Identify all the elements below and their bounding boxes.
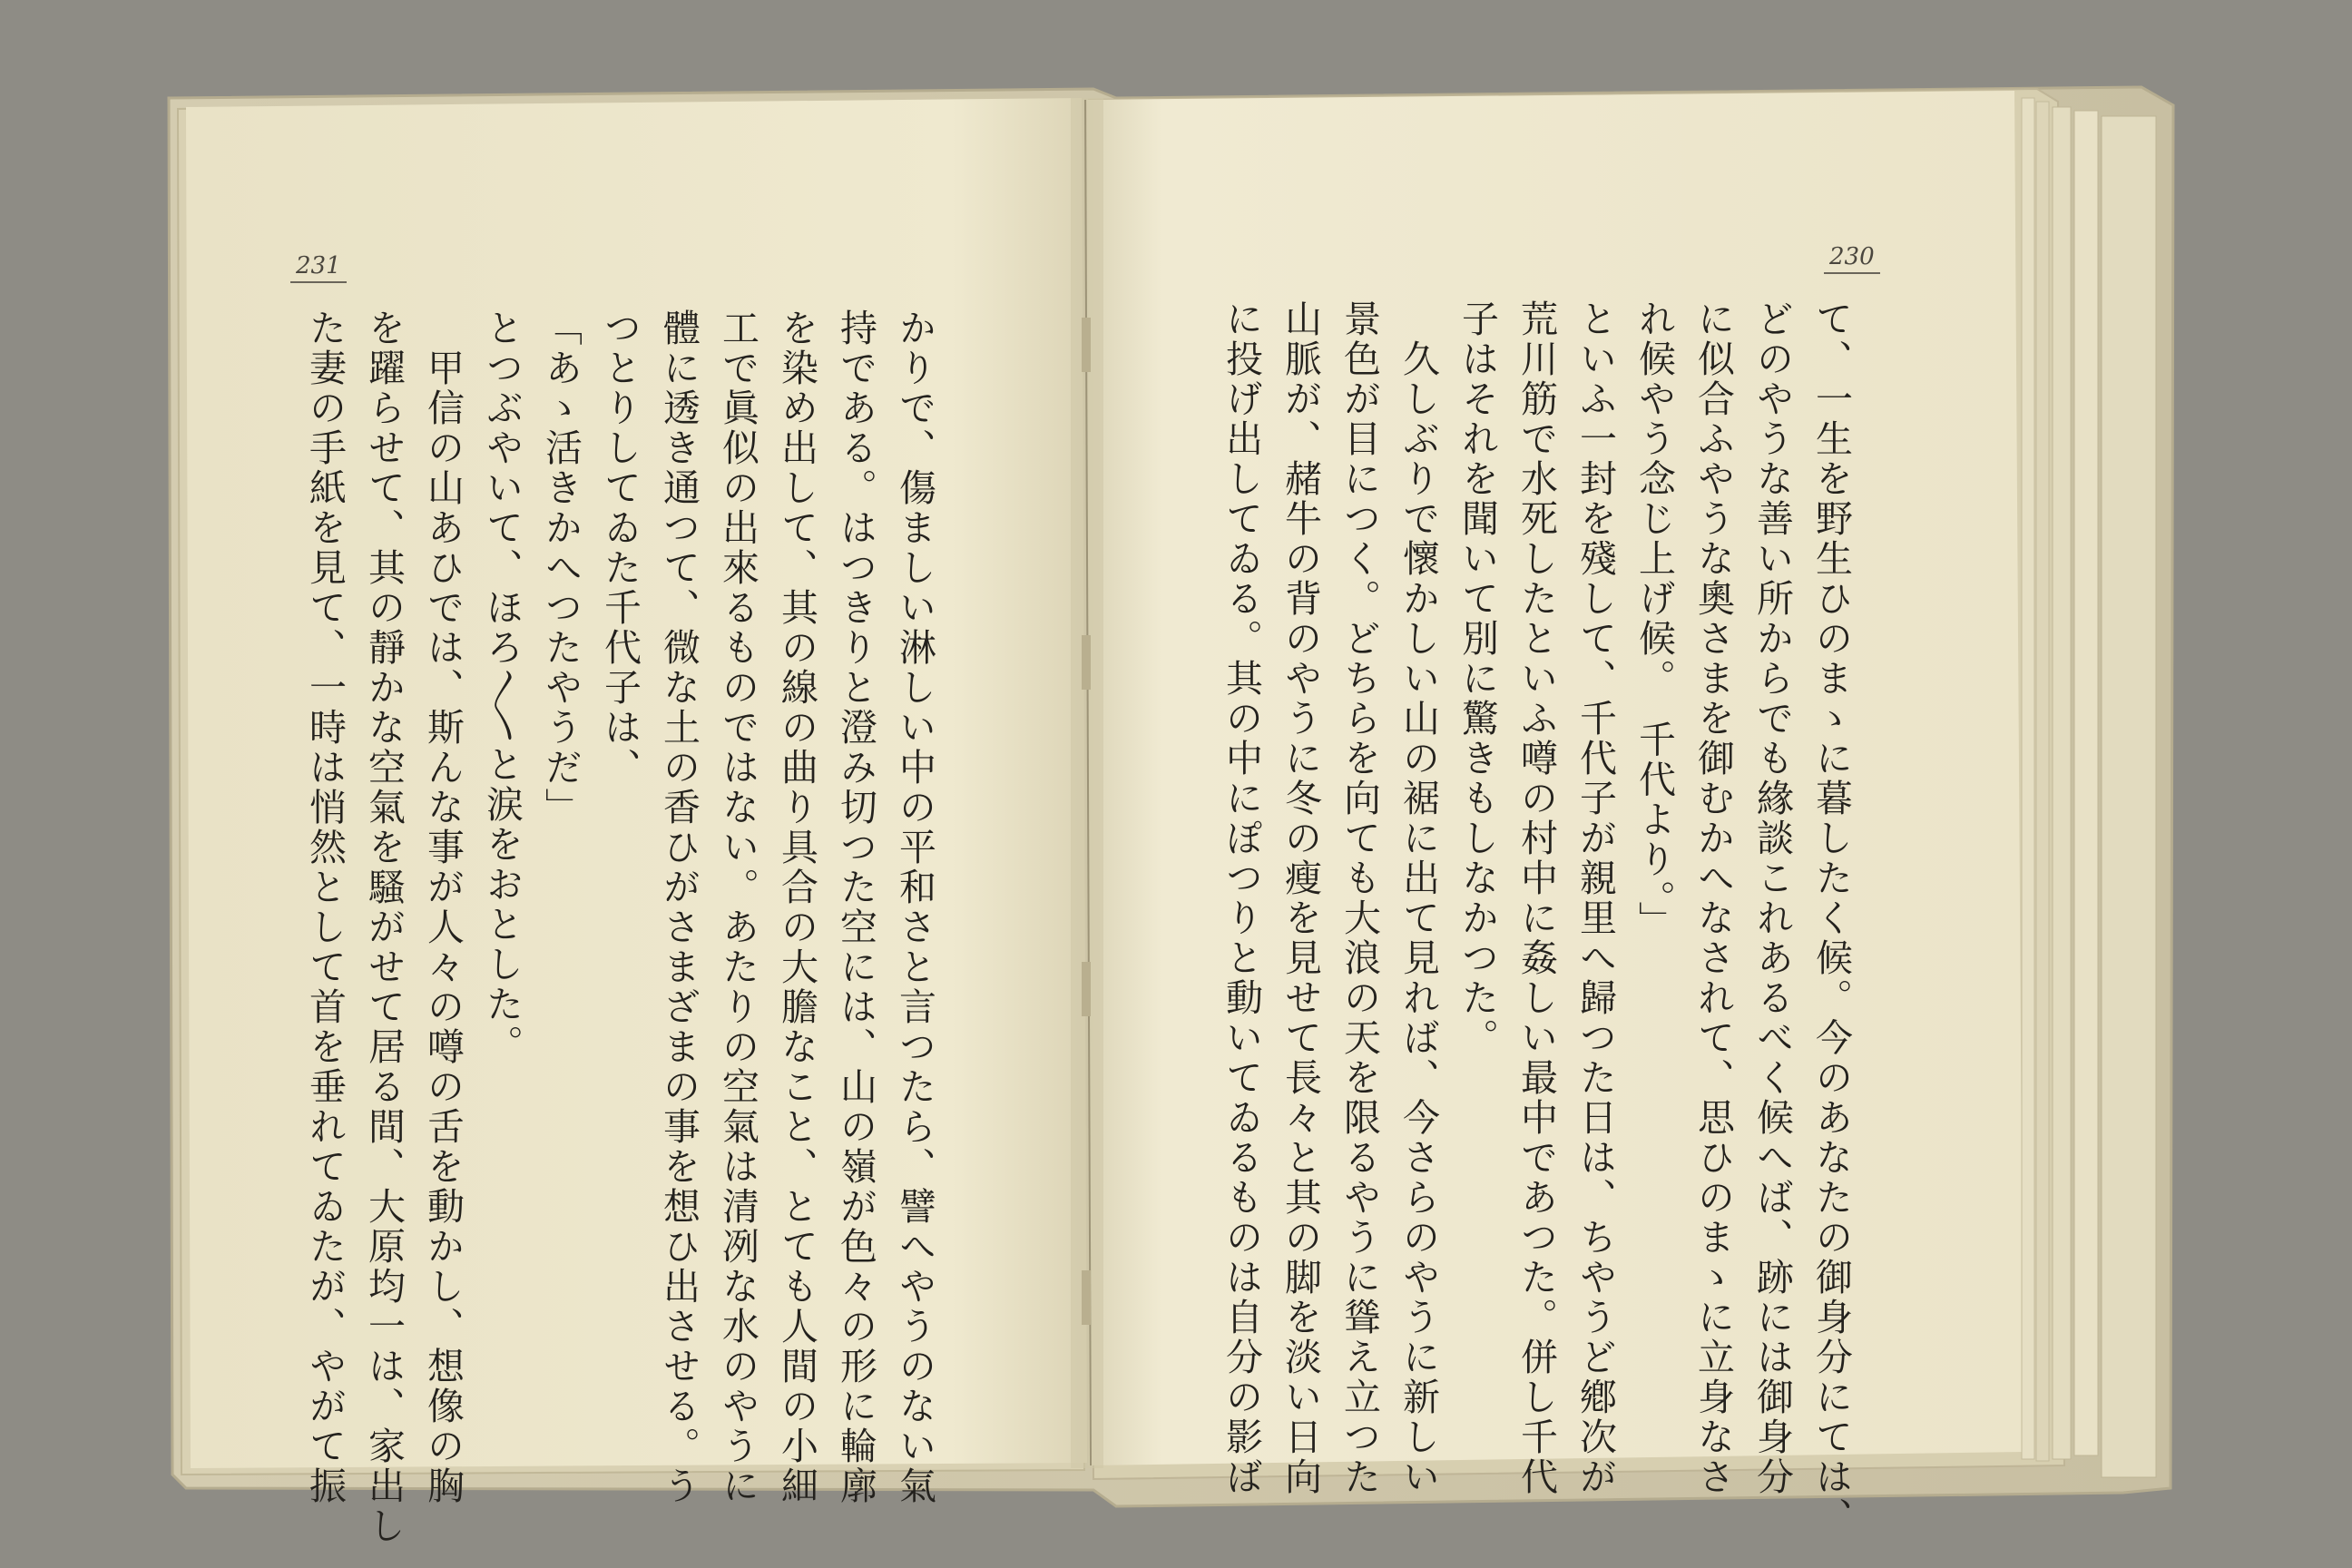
text-column-right: に投げ出してゐる。其の中にぽつりと動いてゐるものは自分の影ば [1220,299,1263,1497]
page-number-left: 231 [290,252,347,283]
text-column-right: 荒川筋で水死したといふ噂の村中に姦しい最中であつた。併し千代 [1514,299,1558,1497]
binding-thread [1082,318,1091,372]
text-column-left: かりで、傷ましい淋しい中の平和さと言つたら、譬へやうのない氣 [893,309,936,1506]
page-edges [2053,107,2071,1459]
binding-thread [1082,1270,1091,1325]
text-column-left: 「あゝ活きかへつたやうだ」 [539,309,583,828]
page-edges [2074,111,2098,1455]
text-column-right: 久しぶりで懷かしい山の裾に出て見れば、今さらのやうに新しい [1396,299,1440,1497]
page-edges [2036,102,2049,1461]
text-column-left: とつぶやいて、ほろ〳〵と涙をおとした。 [480,309,524,1064]
text-column-right: に似合ふやうな奧さまを御むかへなされて、思ひのまゝに立身なさ [1691,299,1735,1497]
text-column-right: れ候やう念じ上げ候。 千代より。」 [1632,299,1676,941]
text-column-right: どのやうな善い所からでも緣談これあるべく候へば、跡には御身分 [1750,299,1794,1497]
text-column-left: を染め出して、其の線の曲り具合の大膽なこと、とても人間の小細 [775,309,818,1506]
text-column-right: といふ一封を殘して、千代子が親里へ歸つた日は、ちやうど鄕次が [1573,299,1617,1497]
text-column-left: 體に透き通つて、微な土の香ひがさまざまの事を想ひ出させる。う [657,309,701,1506]
text-column-left: を躍らせて、其の靜かな空氣を騷がせて居る間、大原均一は、家出し [362,309,406,1546]
binding-thread [1082,962,1091,1016]
text-column-left: 工で眞似の出來るものではない。あたりの空氣は清冽な水のやうに [716,309,760,1506]
page-edges [2022,98,2034,1459]
text-column-right: 子はそれを聞いて別に驚きもしなかつた。 [1455,299,1499,1058]
binding-thread [1082,635,1091,690]
page-edges [2102,116,2156,1477]
text-column-left: 持である。はつきりと澄み切つた空には、山の嶺が色々の形に輪廓 [834,309,877,1506]
gutter [1071,98,1103,1468]
text-column-right: 景色が目につく。どちらを向ても大浪の天を限るやうに聳え立つた [1338,299,1381,1497]
text-column-left: た妻の手紙を見て、一時は悄然として首を垂れてゐたが、やがて振 [303,309,347,1506]
text-column-right: 山脈が、赭牛の背のやうに冬の瘦を見せて長々と其の脚を淡い日向 [1279,299,1322,1497]
text-column-left: 甲信の山あひでは、斯んな事が人々の噂の舌を動かし、想像の胸 [421,309,465,1506]
text-column-right: て、一生を野生ひのまゝに暮したく候。今のあなたの御身分にては、 [1809,299,1853,1537]
page-number-right: 230 [1824,243,1880,274]
text-column-left: つとりしてゐた千代子は、 [598,309,642,788]
